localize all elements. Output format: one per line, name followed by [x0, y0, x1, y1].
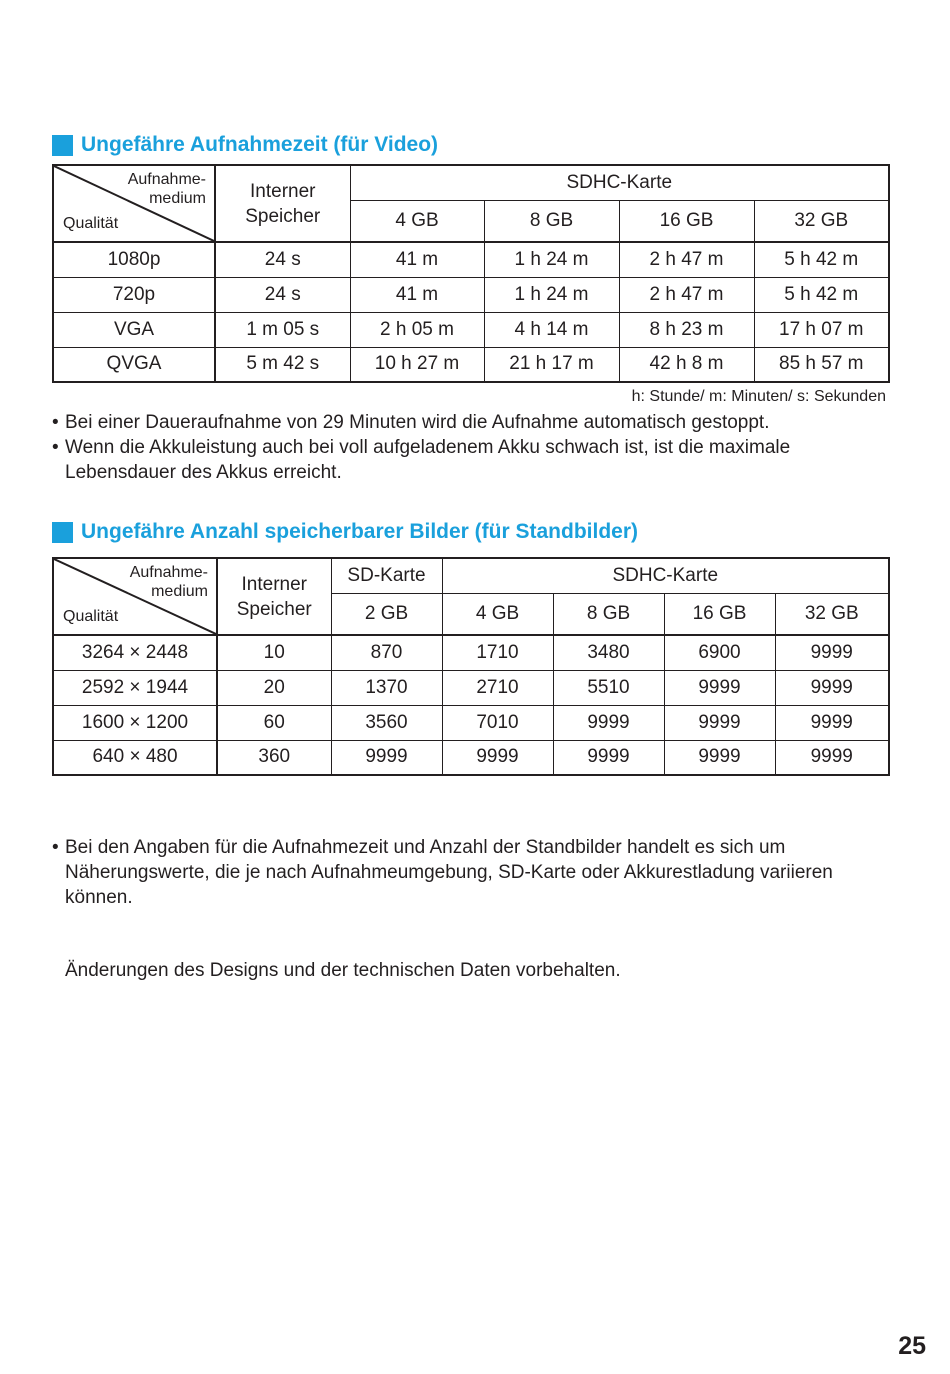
internal-line1: Interner [250, 180, 316, 202]
internal-cell: 20 [217, 670, 331, 705]
value-cell: 5 h 42 m [754, 277, 889, 312]
capacity-header: 16 GB [664, 593, 775, 635]
capacity-header: 16 GB [619, 200, 754, 242]
unit-legend: h: Stunde/ m: Minuten/ s: Sekunden [631, 388, 886, 405]
value-cell: 9999 [664, 740, 775, 775]
value-cell: 9999 [775, 670, 889, 705]
internal-cell: 360 [217, 740, 331, 775]
internal-cell: 10 [217, 635, 331, 670]
video-header-row-1 [53, 165, 889, 200]
quality-cell: VGA [53, 312, 215, 347]
list-item [52, 435, 902, 485]
table-row [53, 635, 889, 670]
capacity-header: 32 GB [754, 200, 889, 242]
value-cell: 2 h 47 m [619, 242, 754, 277]
value-cell: 9999 [664, 705, 775, 740]
capacity-header: 4 GB [442, 593, 553, 635]
video-sdhc-group-header: SDHC-Karte [350, 165, 889, 200]
note-text: Bei den Angaben für die Aufnahmezeit und Anzahl der Standbilder handelt es sich um Näherungswerte, die je nach Aufnahmeumgebung, SD-Karte oder Akkurestladung variieren können. [65, 837, 833, 908]
list-item [52, 410, 902, 435]
value-cell: 1 h 24 m [484, 242, 619, 277]
internal-line2: Speicher [236, 598, 312, 620]
photo-heading-text: Ungefähre Anzahl speicherbarer Bilder (für Standbilder) [81, 520, 638, 543]
internal-line1: Interner [241, 573, 307, 595]
capacity-header: 2 GB [331, 593, 442, 635]
value-cell: 5510 [553, 670, 664, 705]
value-cell: 1370 [331, 670, 442, 705]
heading-square-icon [52, 522, 73, 543]
page-number: 25 [898, 1332, 926, 1360]
table-row [53, 347, 889, 382]
value-cell: 8 h 23 m [619, 312, 754, 347]
bullet-icon: • [52, 437, 59, 458]
value-cell: 2710 [442, 670, 553, 705]
internal-cell: 5 m 42 s [215, 347, 350, 382]
corner-medium-line2: medium [151, 583, 208, 600]
video-corner-medium-label [128, 170, 206, 208]
internal-line2: Speicher [245, 205, 321, 227]
photo-internal-header [217, 558, 331, 635]
quality-cell: 1080p [53, 242, 215, 277]
value-cell: 9999 [442, 740, 553, 775]
quality-cell: 1600 × 1200 [53, 705, 217, 740]
value-cell: 9999 [553, 705, 664, 740]
table-row [53, 705, 889, 740]
table-row [53, 740, 889, 775]
value-cell: 10 h 27 m [350, 347, 484, 382]
video-corner-cell [53, 165, 215, 242]
value-cell: 1 h 24 m [484, 277, 619, 312]
quality-cell: 3264 × 2448 [53, 635, 217, 670]
note-text: Wenn die Akkuleistung auch bei voll aufgeladenem Akku schwach ist, ist die maximale Lebensdauer des Akkus erreicht. [65, 437, 791, 483]
value-cell: 7010 [442, 705, 553, 740]
design-change-note: Änderungen des Designs und der technischen Daten vorbehalten. [65, 960, 621, 981]
value-cell: 41 m [350, 277, 484, 312]
internal-cell: 60 [217, 705, 331, 740]
value-cell: 6900 [664, 635, 775, 670]
corner-medium-line1: Aufnahme- [129, 564, 208, 581]
photo-corner-cell [53, 558, 217, 635]
photo-sd-group-header: SD-Karte [331, 558, 442, 593]
heading-square-icon [52, 135, 73, 156]
value-cell: 4 h 14 m [484, 312, 619, 347]
value-cell: 17 h 07 m [754, 312, 889, 347]
value-cell: 2 h 05 m [350, 312, 484, 347]
corner-medium-line1: Aufnahme- [127, 171, 206, 188]
table-row [53, 312, 889, 347]
video-corner-quality-label: Qualität [63, 215, 119, 232]
value-cell: 3560 [331, 705, 442, 740]
bullet-icon: • [52, 837, 59, 858]
value-cell: 21 h 17 m [484, 347, 619, 382]
photo-corner-medium-label [130, 563, 208, 601]
value-cell: 85 h 57 m [754, 347, 889, 382]
value-cell: 42 h 8 m [619, 347, 754, 382]
value-cell: 1710 [442, 635, 553, 670]
capacity-header: 8 GB [553, 593, 664, 635]
quality-cell: QVGA [53, 347, 215, 382]
list-item [52, 835, 902, 910]
value-cell: 41 m [350, 242, 484, 277]
corner-medium-line2: medium [149, 190, 206, 207]
photo-sdhc-group-header: SDHC-Karte [442, 558, 889, 593]
value-cell: 9999 [775, 740, 889, 775]
internal-cell: 24 s [215, 277, 350, 312]
table-row [53, 242, 889, 277]
photo-count-table [52, 557, 890, 776]
table-row [53, 277, 889, 312]
photo-section-heading [52, 520, 638, 544]
photo-header-row-1 [53, 558, 889, 593]
value-cell: 9999 [553, 740, 664, 775]
quality-cell: 2592 × 1944 [53, 670, 217, 705]
capacity-header: 4 GB [350, 200, 484, 242]
photo-corner-quality-label: Qualität [63, 608, 119, 625]
capacity-header: 8 GB [484, 200, 619, 242]
value-cell: 9999 [775, 635, 889, 670]
value-cell: 870 [331, 635, 442, 670]
video-internal-header [215, 165, 350, 242]
video-heading-text: Ungefähre Aufnahmezeit (für Video) [81, 133, 439, 156]
capacity-header: 32 GB [775, 593, 889, 635]
video-section-heading [52, 133, 438, 157]
value-cell: 9999 [331, 740, 442, 775]
value-cell: 9999 [775, 705, 889, 740]
internal-cell: 24 s [215, 242, 350, 277]
internal-cell: 1 m 05 s [215, 312, 350, 347]
bullet-icon: • [52, 412, 59, 433]
quality-cell: 640 × 480 [53, 740, 217, 775]
quality-cell: 720p [53, 277, 215, 312]
video-recording-time-table [52, 164, 890, 383]
value-cell: 3480 [553, 635, 664, 670]
value-cell: 5 h 42 m [754, 242, 889, 277]
table-row [53, 670, 889, 705]
value-cell: 9999 [664, 670, 775, 705]
value-cell: 2 h 47 m [619, 277, 754, 312]
note-text: Bei einer Daueraufnahme von 29 Minuten wird die Aufnahme automatisch gestoppt. [65, 412, 770, 433]
